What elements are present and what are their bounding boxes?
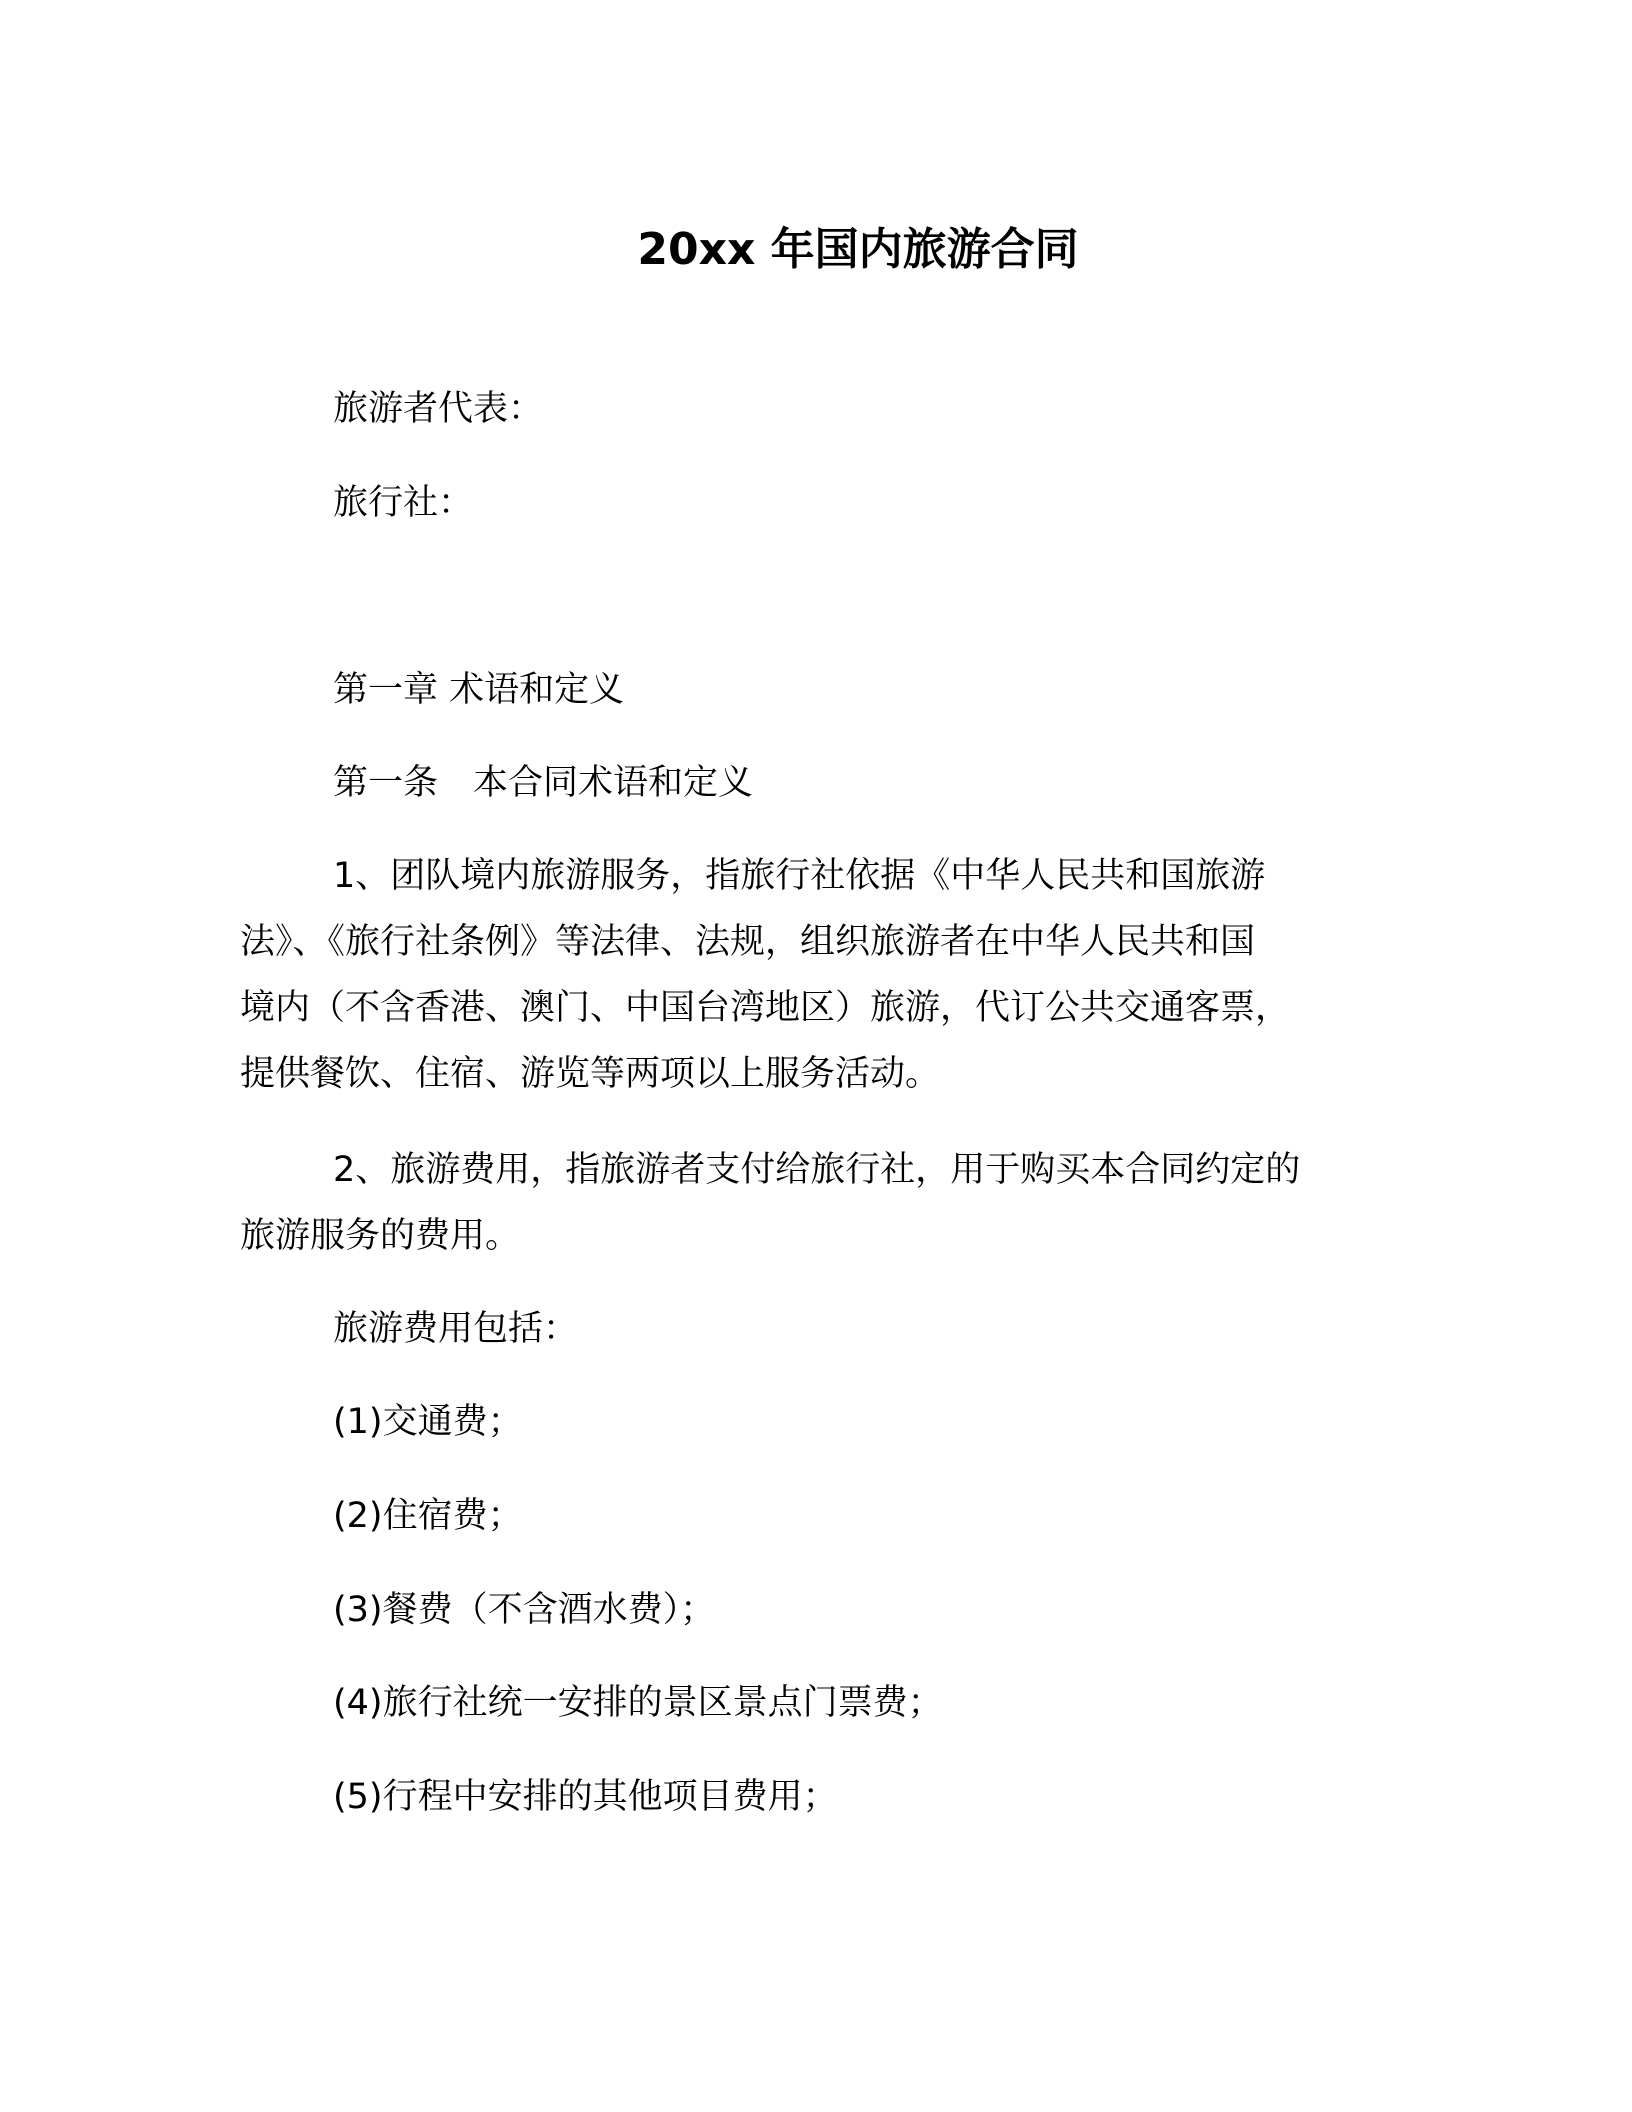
definition-paragraph-1 [240, 843, 1360, 1107]
definition-paragraph-2 [240, 1137, 1360, 1269]
paragraph-line: 提供餐饮、住宿、游览等两项以上服务活动。 [240, 1054, 941, 1094]
traveler-representative-field: 旅游者代表： [333, 389, 544, 429]
document-title: 20xx 年国内旅游合同 [637, 224, 1079, 275]
paragraph-line: 旅游服务的费用。 [240, 1216, 521, 1256]
paragraph-line: 2、旅游费用，指旅游者支付给旅行社，用于购买本合同约定的 [333, 1150, 1301, 1190]
travel-agency-field: 旅行社： [333, 483, 474, 523]
fee-item: (5)行程中安排的其他项目费用； [333, 1777, 838, 1817]
fee-item: (1)交通费； [333, 1402, 523, 1442]
fee-item: (2)住宿费； [333, 1496, 523, 1536]
fee-item: (4)旅行社统一安排的景区景点门票费； [333, 1683, 943, 1723]
paragraph-line: 境内（不含香港、澳门、中国台湾地区）旅游，代订公共交通客票， [240, 988, 1291, 1028]
paragraph-line: 法》、《旅行社条例》等法律、法规，组织旅游者在中华人民共和国 [240, 922, 1256, 962]
chapter-heading: 第一章 术语和定义 [333, 670, 625, 710]
fee-item: (3)餐费（不含酒水费）； [333, 1590, 716, 1630]
paragraph-line: 1、团队境内旅游服务，指旅行社依据《中华人民共和国旅游 [333, 856, 1266, 896]
fee-intro: 旅游费用包括： [333, 1309, 579, 1349]
article-heading: 第一条 本合同术语和定义 [333, 763, 754, 803]
